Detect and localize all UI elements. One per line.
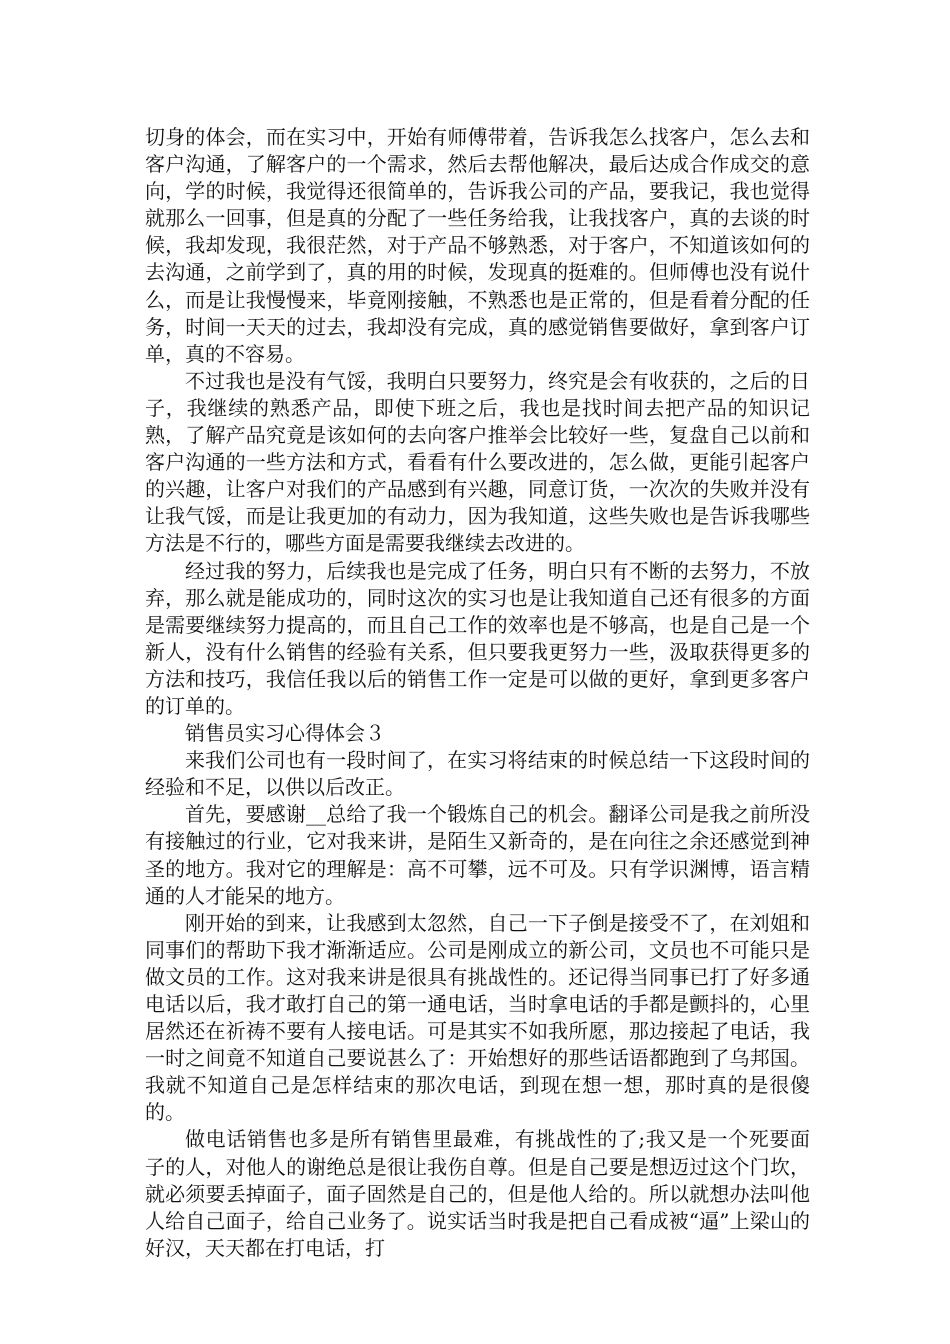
paragraph: 来我们公司也有一段时间了，在实习将结束的时候总结一下这段时间的经验和不足，以供以后改正。 [145,748,810,800]
paragraph: 首先，要感谢__总给了我一个锻炼自己的机会。翻译公司是我之前所没有接触过的行业，它对我来讲，是陌生又新奇的，是在向往之余还感觉到神圣的地方。我对它的理解是：高不可攀，远不可及。只有学识渊博，语言精通的人才能呆的地方。 [145,802,810,908]
paragraph: 做电话销售也多是所有销售里最难，有挑战性的了;我又是一个死要面子的人，对他人的谢绝总是很让我伤自尊。但是自己要是想迈过这个门坎，就必须要丢掉面子，面子固然是自己的，但是他人给的。所以就想办法叫他人给自己面子，给自己业务了。说实话当时我是把自己看成被“逼”上梁山的好汉，天天都在打电话，打 [145,1127,810,1260]
paragraph: 经过我的努力，后续我也是完成了任务，明白只有不断的去努力，不放弃，那么就是能成功的，同时这次的实习也是让我知道自己还有很多的方面是需要继续努力提高的，而且自己工作的效率也是不够高，也是自己是一个新人，没有什么销售的经验有关系，但只要我更努力一些，汲取获得更多的方法和技巧，我信任我以后的销售工作一定是可以做的更好，拿到更多客户的订单的。 [145,558,810,718]
section-heading: 销售员实习心得体会３ [185,721,385,746]
document-body [145,124,810,1262]
paragraph: 刚开始的到来，让我感到太忽然，自己一下子倒是接受不了，在刘姐和同事们的帮助下我才渐渐适应。公司是刚成立的新公司，文员也不可能只是做文员的工作。这对我来讲是很具有挑战性的。还记得当同事已打了好多通电话以后，我才敢打自己的第一通电话，当时拿电话的手都是颤抖的，心里居然还在祈祷不要有人接电话。可是其实不如我所愿，那边接起了电话，我一时之间竟不知道自己要说甚么了：开始想好的那些话语都跑到了乌邦国。我就不知道自己是怎样结束的那次电话，到现在想一想，那时真的是很傻的。 [145,910,810,1125]
paragraph-continuation: 切身的体会，而在实习中，开始有师傅带着，告诉我怎么找客户，怎么去和客户沟通，了解客户的一个需求，然后去帮他解决，最后达成合作成交的意向，学的时候，我觉得还很简单的，告诉我公司的产品，要我记，我也觉得就那么一回事，但是真的分配了一些任务给我，让我找客户，真的去谈的时候，我却发现，我很茫然，对于产品不够熟悉，对于客户，不知道该如何的去沟通，之前学到了，真的用的时候，发现真的挺难的。但师傅也没有说什么，而是让我慢慢来，毕竟刚接触，不熟悉也是正常的，但是看着分配的任务，时间一天天的过去，我却没有完成，真的感觉销售要做好，拿到客户订单，真的不容易。 [145,125,810,366]
paragraph: 不过我也是没有气馁，我明白只要努力，终究是会有收获的，之后的日子，我继续的熟悉产品，即使下班之后，我也是找时间去把产品的知识记熟，了解产品究竟是该如何的去向客户推举会比较好一些，复盘自己以前和客户沟通的一些方法和方式，看看有什么要改进的，怎么做，更能引起客户的兴趣，让客户对我们的产品感到有兴趣，同意订货，一次次的失败并没有让我气馁，而是让我更加的有动力，因为我知道，这些失败也是告诉我哪些方法是不行的，哪些方面是需要我继续去改进的。 [145,368,810,556]
